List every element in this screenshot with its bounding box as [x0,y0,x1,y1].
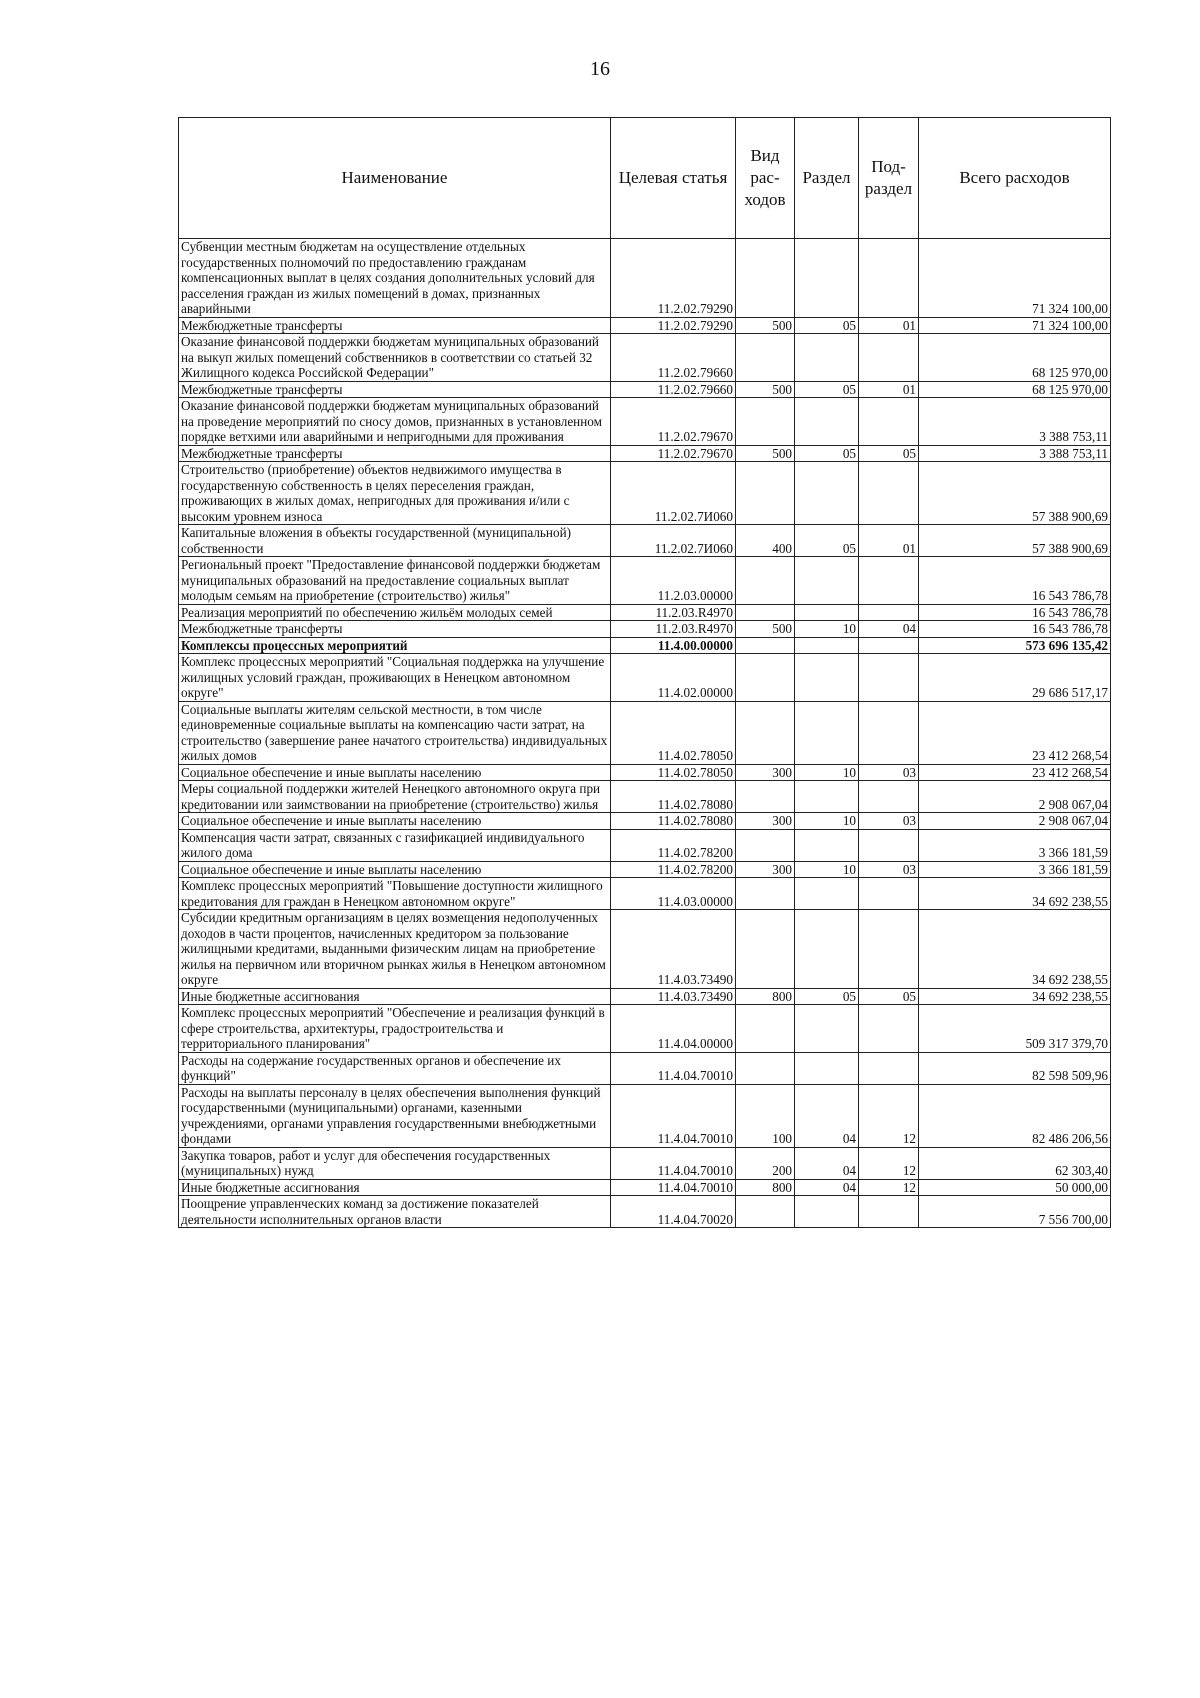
row-subsection-cell: 03 [859,764,919,781]
row-target-article-cell: 11.4.04.70010 [611,1052,736,1084]
row-name-cell: Социальное обеспечение и иные выплаты населению [179,764,611,781]
row-expense-kind-cell [736,604,795,621]
row-total-cell: 82 598 509,96 [919,1052,1111,1084]
row-target-article-cell: 11.4.00.00000 [611,637,736,654]
row-section-cell: 05 [795,988,859,1005]
row-name-cell: Комплекс процессных мероприятий "Обеспечение и реализация функций в сфере строительства, архитектуры, градостроительства и территориального планирования" [179,1005,611,1053]
table-row [179,764,1111,781]
row-name-cell: Социальное обеспечение и иные выплаты населению [179,813,611,830]
row-total-cell: 68 125 970,00 [919,334,1111,382]
row-section-cell: 04 [795,1084,859,1147]
row-total-cell: 3 388 753,11 [919,398,1111,446]
row-section-cell [795,829,859,861]
row-target-article-cell: 11.2.02.79290 [611,239,736,318]
row-subsection-cell: 04 [859,621,919,638]
row-expense-kind-cell [736,829,795,861]
header-section: Раздел [795,118,859,239]
row-target-article-cell: 11.4.02.78200 [611,861,736,878]
table-row [179,1005,1111,1053]
row-expense-kind-cell: 300 [736,764,795,781]
row-expense-kind-cell [736,701,795,764]
row-total-cell: 16 543 786,78 [919,557,1111,605]
row-name-cell: Межбюджетные трансферты [179,317,611,334]
row-subsection-cell: 01 [859,525,919,557]
row-target-article-cell: 11.2.02.79290 [611,317,736,334]
row-target-article-cell: 11.4.04.70010 [611,1179,736,1196]
table-row [179,557,1111,605]
row-name-cell: Комплексы процессных мероприятий [179,637,611,654]
row-total-cell: 509 317 379,70 [919,1005,1111,1053]
row-expense-kind-cell: 200 [736,1147,795,1179]
table-row [179,829,1111,861]
row-expense-kind-cell [736,462,795,525]
row-name-cell: Реализация мероприятий по обеспечению жильём молодых семей [179,604,611,621]
table-row [179,462,1111,525]
row-subsection-cell: 05 [859,988,919,1005]
row-name-cell: Межбюджетные трансферты [179,445,611,462]
table-row [179,637,1111,654]
row-subsection-cell [859,654,919,702]
row-subsection-cell [859,398,919,446]
table-row [179,781,1111,813]
row-name-cell: Расходы на содержание государственных органов и обеспечение их функций" [179,1052,611,1084]
row-subsection-cell [859,462,919,525]
row-target-article-cell: 11.4.04.70010 [611,1084,736,1147]
header-total: Всего расходов [919,118,1111,239]
row-name-cell: Расходы на выплаты персоналу в целях обеспечения выполнения функций государственными (муниципальными) органами, казенными учреждениями, органами управления государственными внебюджетными фондами [179,1084,611,1147]
row-target-article-cell: 11.4.02.78080 [611,781,736,813]
row-section-cell [795,334,859,382]
row-section-cell: 05 [795,445,859,462]
row-name-cell: Иные бюджетные ассигнования [179,988,611,1005]
row-subsection-cell: 01 [859,317,919,334]
row-target-article-cell: 11.2.02.79670 [611,445,736,462]
row-expense-kind-cell: 800 [736,988,795,1005]
row-total-cell: 23 412 268,54 [919,764,1111,781]
row-target-article-cell: 11.4.03.73490 [611,910,736,989]
row-total-cell: 57 388 900,69 [919,462,1111,525]
table-row [179,1052,1111,1084]
row-subsection-cell [859,1052,919,1084]
row-total-cell: 3 388 753,11 [919,445,1111,462]
row-subsection-cell [859,781,919,813]
row-section-cell [795,701,859,764]
row-target-article-cell: 11.4.02.78080 [611,813,736,830]
budget-table [178,117,1111,1228]
row-section-cell: 10 [795,764,859,781]
row-section-cell: 05 [795,525,859,557]
row-name-cell: Межбюджетные трансферты [179,381,611,398]
row-total-cell: 573 696 135,42 [919,637,1111,654]
table-row [179,654,1111,702]
table-row [179,1196,1111,1228]
row-expense-kind-cell [736,1005,795,1053]
row-total-cell: 34 692 238,55 [919,988,1111,1005]
row-expense-kind-cell: 400 [736,525,795,557]
row-subsection-cell: 12 [859,1147,919,1179]
row-expense-kind-cell [736,1052,795,1084]
row-total-cell: 62 303,40 [919,1147,1111,1179]
row-name-cell: Межбюджетные трансферты [179,621,611,638]
row-target-article-cell: 11.4.02.78050 [611,764,736,781]
row-name-cell: Комплекс процессных мероприятий "Социальная поддержка на улучшение жилищных условий граждан, проживающих в Ненецком автономном округе" [179,654,611,702]
row-section-cell [795,239,859,318]
row-total-cell: 2 908 067,04 [919,813,1111,830]
row-name-cell: Оказание финансовой поддержки бюджетам муниципальных образований на выкуп жилых помещений собственников в соответствии со статьей 32 Жилищного кодекса Российской Федерации" [179,334,611,382]
row-total-cell: 34 692 238,55 [919,910,1111,989]
header-name: Наименование [179,118,611,239]
row-subsection-cell [859,910,919,989]
row-subsection-cell: 03 [859,813,919,830]
table-row [179,334,1111,382]
row-expense-kind-cell: 500 [736,381,795,398]
row-total-cell: 50 000,00 [919,1179,1111,1196]
row-section-cell: 04 [795,1179,859,1196]
page-number: 16 [590,58,610,80]
row-section-cell [795,604,859,621]
row-subsection-cell: 03 [859,861,919,878]
row-target-article-cell: 11.2.02.7И060 [611,462,736,525]
row-expense-kind-cell [736,781,795,813]
row-expense-kind-cell [736,637,795,654]
row-name-cell: Субсидии кредитным организациям в целях возмещения недополученных доходов в части процентов, начисленных кредитором за пользование жилищными кредитами, выданными физическим лицам на приобретение жилья на первичном или вторичном рынках жилья в Ненецком автономном округе [179,910,611,989]
row-expense-kind-cell: 300 [736,813,795,830]
row-name-cell: Строительство (приобретение) объектов недвижимого имущества в государственную собственность в целях переселения граждан, проживающих в жилых домах, непригодных для проживания и/или с высоким уровнем износа [179,462,611,525]
row-subsection-cell [859,1005,919,1053]
row-total-cell: 71 324 100,00 [919,239,1111,318]
row-total-cell: 16 543 786,78 [919,621,1111,638]
row-target-article-cell: 11.4.02.78200 [611,829,736,861]
row-total-cell: 23 412 268,54 [919,701,1111,764]
row-name-cell: Компенсация части затрат, связанных с газификацией индивидуального жилого дома [179,829,611,861]
row-total-cell: 71 324 100,00 [919,317,1111,334]
row-subsection-cell: 05 [859,445,919,462]
row-name-cell: Поощрение управленческих команд за достижение показателей деятельности исполнительных органов власти [179,1196,611,1228]
row-target-article-cell: 11.4.04.00000 [611,1005,736,1053]
row-name-cell: Меры социальной поддержки жителей Ненецкого автономного округа при кредитовании или заимствовании на приобретение (строительство) жилья [179,781,611,813]
header-subsection: Под- раздел [859,118,919,239]
row-expense-kind-cell [736,654,795,702]
row-target-article-cell: 11.2.03.00000 [611,557,736,605]
row-subsection-cell [859,829,919,861]
row-total-cell: 29 686 517,17 [919,654,1111,702]
row-expense-kind-cell [736,1196,795,1228]
row-expense-kind-cell: 500 [736,445,795,462]
table-row [179,701,1111,764]
row-section-cell [795,462,859,525]
row-target-article-cell: 11.2.03.R4970 [611,621,736,638]
row-section-cell: 04 [795,1147,859,1179]
row-section-cell [795,910,859,989]
row-section-cell [795,1052,859,1084]
row-target-article-cell: 11.4.04.70010 [611,1147,736,1179]
table-row [179,381,1111,398]
row-section-cell: 10 [795,813,859,830]
table-row [179,239,1111,318]
row-name-cell: Оказание финансовой поддержки бюджетам муниципальных образований на проведение мероприятий по сносу домов, признанных в установленном порядке ветхими или аварийными и непригодными для проживания [179,398,611,446]
row-section-cell [795,1005,859,1053]
row-target-article-cell: 11.4.03.00000 [611,878,736,910]
row-expense-kind-cell: 300 [736,861,795,878]
row-name-cell: Социальные выплаты жителям сельской местности, в том числе единовременные социальные выплаты на компенсацию части затрат, на строительство (завершение ранее начатого строительства) индивидуальных жилых домов [179,701,611,764]
row-target-article-cell: 11.4.04.70020 [611,1196,736,1228]
table-row [179,317,1111,334]
row-total-cell: 16 543 786,78 [919,604,1111,621]
row-subsection-cell [859,557,919,605]
row-subsection-cell [859,637,919,654]
row-total-cell: 7 556 700,00 [919,1196,1111,1228]
row-subsection-cell [859,604,919,621]
row-expense-kind-cell [736,334,795,382]
row-total-cell: 3 366 181,59 [919,829,1111,861]
row-total-cell: 68 125 970,00 [919,381,1111,398]
row-section-cell [795,878,859,910]
table-row [179,861,1111,878]
table-row [179,621,1111,638]
row-expense-kind-cell: 500 [736,621,795,638]
row-name-cell: Комплекс процессных мероприятий "Повышение доступности жилищного кредитования для граждан в Ненецком автономном округе" [179,878,611,910]
row-name-cell: Социальное обеспечение и иные выплаты населению [179,861,611,878]
table-row [179,1179,1111,1196]
row-section-cell [795,1196,859,1228]
row-target-article-cell: 11.4.03.73490 [611,988,736,1005]
row-expense-kind-cell: 500 [736,317,795,334]
row-total-cell: 3 366 181,59 [919,861,1111,878]
row-subsection-cell [859,878,919,910]
row-target-article-cell: 11.2.02.79670 [611,398,736,446]
row-section-cell: 10 [795,861,859,878]
row-target-article-cell: 11.2.03.R4970 [611,604,736,621]
row-target-article-cell: 11.2.02.7И060 [611,525,736,557]
row-name-cell: Иные бюджетные ассигнования [179,1179,611,1196]
table-row [179,525,1111,557]
row-expense-kind-cell [736,910,795,989]
row-section-cell: 05 [795,317,859,334]
row-expense-kind-cell [736,239,795,318]
row-subsection-cell [859,239,919,318]
table-row [179,1147,1111,1179]
row-section-cell: 10 [795,621,859,638]
row-total-cell: 57 388 900,69 [919,525,1111,557]
row-name-cell: Региональный проект "Предоставление финансовой поддержки бюджетам муниципальных образований на предоставление социальных выплат молодым семьям на приобретение (строительство) жилья" [179,557,611,605]
row-expense-kind-cell: 800 [736,1179,795,1196]
row-name-cell: Закупка товаров, работ и услуг для обеспечения государственных (муниципальных) нужд [179,1147,611,1179]
table-row [179,910,1111,989]
row-total-cell: 82 486 206,56 [919,1084,1111,1147]
row-total-cell: 2 908 067,04 [919,781,1111,813]
row-target-article-cell: 11.4.02.00000 [611,654,736,702]
table-header-row [179,118,1111,239]
header-expense-kind: Вид рас- ходов [736,118,795,239]
table-row [179,445,1111,462]
row-section-cell [795,398,859,446]
row-name-cell: Субвенции местным бюджетам на осуществление отдельных государственных полномочий по предоставлению гражданам компенсационных выплат в целях создания дополнительных условий для расселения граждан из жилых помещений в домах, признанных аварийными [179,239,611,318]
row-expense-kind-cell [736,878,795,910]
row-expense-kind-cell [736,557,795,605]
header-target-article: Целевая статья [611,118,736,239]
row-subsection-cell: 12 [859,1084,919,1147]
row-subsection-cell: 01 [859,381,919,398]
row-section-cell [795,557,859,605]
row-target-article-cell: 11.2.02.79660 [611,381,736,398]
row-total-cell: 34 692 238,55 [919,878,1111,910]
table-row [179,1084,1111,1147]
row-section-cell [795,637,859,654]
row-expense-kind-cell [736,398,795,446]
table-row [179,878,1111,910]
table-row [179,604,1111,621]
row-subsection-cell [859,701,919,764]
row-target-article-cell: 11.2.02.79660 [611,334,736,382]
table-row [179,988,1111,1005]
row-target-article-cell: 11.4.02.78050 [611,701,736,764]
row-subsection-cell [859,1196,919,1228]
table-row [179,398,1111,446]
row-section-cell: 05 [795,381,859,398]
row-expense-kind-cell: 100 [736,1084,795,1147]
table-row [179,813,1111,830]
row-section-cell [795,654,859,702]
row-name-cell: Капитальные вложения в объекты государственной (муниципальной) собственности [179,525,611,557]
row-section-cell [795,781,859,813]
row-subsection-cell: 12 [859,1179,919,1196]
row-subsection-cell [859,334,919,382]
